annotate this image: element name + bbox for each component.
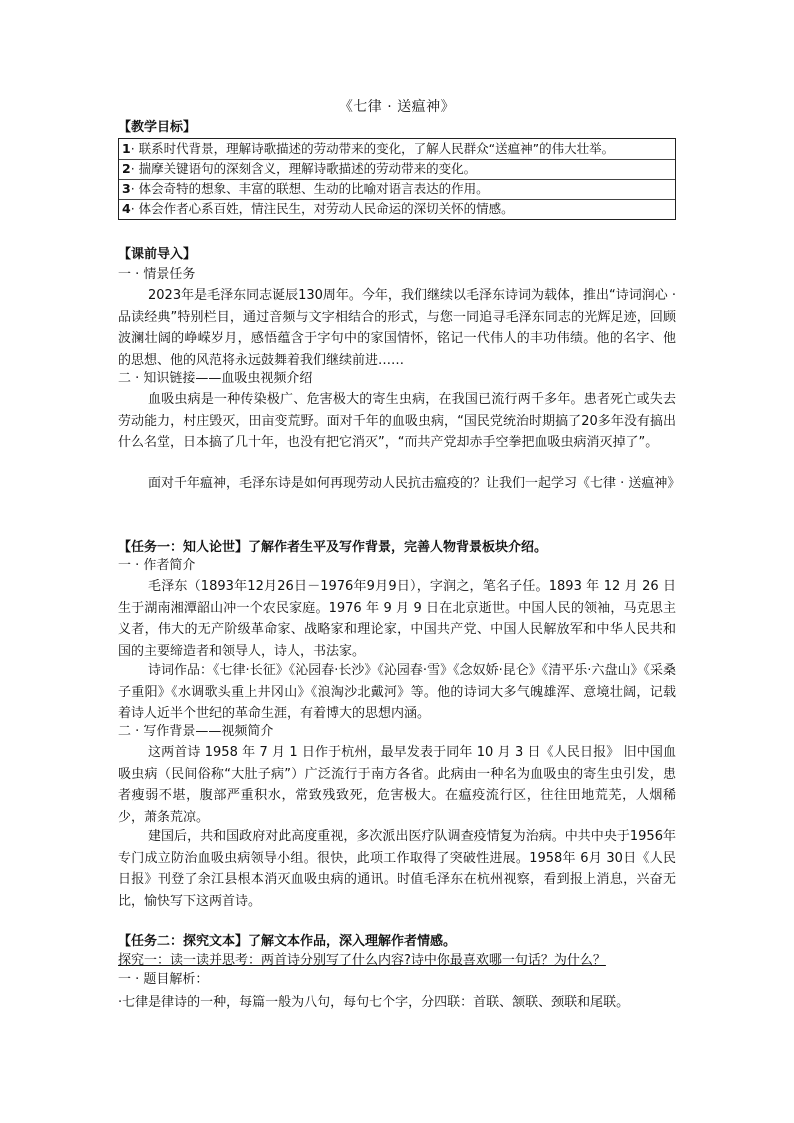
task2-explore-question: 探究一：读一读并思考：两首诗分别写了什么内容?诗中你最喜欢哪一句话？为什么？: [118, 953, 606, 968]
objective-item-4: 4· 体会作者心系百姓，情注民生，对劳动人民命运的深切关怀的情感。: [122, 201, 514, 216]
task2-heading: 【任务二：探究文本】了解文本作品，深入理解作者情感。: [118, 934, 457, 949]
task2-subheading-1: 一 · 题目解析：: [118, 972, 209, 987]
document-title: 《七律 · 送瘟神》: [338, 99, 456, 115]
task1-subheading-1: 一 · 作者简介: [118, 558, 196, 573]
objectives-heading: 【教学目标】: [118, 120, 197, 135]
intro-paragraph-1: 2023年是毛泽东同志诞辰130周年。今年，我们继续以毛泽东诗词为载体，推出“诗词润心 · 品读经典”特别栏目，通过音频与文字相结合的形式，与您一同追寻毛泽东同志的光辉足迹，回顾波澜壮阔的峥嵘岁月，感悟蕴含于字句中的家国情怀，铭记一代伟人的丰功伟绩。他的名字、他的思想、他的风范将永远鼓舞着我们继续前进……: [118, 288, 676, 368]
task1-subheading-2: 二 · 写作背景——视频简介: [118, 724, 274, 739]
task1-paragraph-2: 诗词作品：《七律·长征》《沁园春·长沙》《沁园春·雪》《念奴娇·昆仑》《清平乐·六盘山》《采桑子重阳》《水调歌头重上井冈山》《浪淘沙北戴河》等。他的诗词大多气魄雄浑、意境壮阔，记载着诗人近半个世纪的革命生涯，有着博大的思想内涵。: [118, 663, 676, 721]
task1-paragraph-3: 这两首诗 1958 年 7 月 1 日作于杭州，最早发表于同年 10 月 3 日《人民日报》 旧中国血吸虫病（民间俗称“大肚子病”）广泛流行于南方各省。此病由一种名为血吸虫的寄生虫引发，患者瘦弱不堪，腹部严重积水，常致残致死，危害极大。在瘟疫流行区，往往田地荒芜，人烟稀少，萧条荒凉。: [118, 745, 676, 825]
intro-heading: 【课前导入】: [118, 247, 197, 262]
objective-item-3: 3· 体会奇特的想象、丰富的联想、生动的比喻对语言表达的作用。: [122, 181, 489, 196]
intro-paragraph-2: 血吸虫病是一种传染极广、危害极大的寄生虫病，在我国已流行两千多年。患者死亡或失去劳动能力，村庄毁灭，田亩变荒野。面对千年的血吸虫病，“国民党统治时期搞了20多年没有搞出什么名堂，日本搞了几十年，也没有把它消灭”，“而共产党却赤手空拳把血吸虫病消灭掉了”。: [118, 392, 676, 450]
task1-paragraph-4: 建国后，共和国政府对此高度重视，多次派出医疗队调查疫情复为治病。中共中央于1956年专门成立防治血吸虫病领导小组。很快，此项工作取得了突破性进展。1958年 6月 30日《人民日报》刊登了余江县根本消灭血吸虫病的通讯。时值毛泽东在杭州视察，看到报上消息，兴奋无比，愉快写下这两首诗。: [118, 829, 676, 909]
objectives-box: [118, 138, 676, 220]
task1-paragraph-1: 毛泽东（1893年12月26日－1976年9月9日），字润之，笔名子任。1893 年 12 月 26 日生于湖南湘潭韶山冲一个农民家庭。1976 年 9 月 9 日在北京逝世。中国人民的领袖，马克思主义者，伟大的无产阶级革命家、战略家和理论家，中国共产党、中国人民解放军和中华人民共和国的主要缔造者和领导人，诗人，书法家。: [118, 579, 676, 659]
intro-paragraph-3: 面对千年瘟神，毛泽东诗是如何再现劳动人民抗击瘟疫的？让我们一起学习《七律 · 送瘟神》: [148, 476, 681, 491]
objective-item-2: 2· 揣摩关键语句的深刻含义，理解诗歌描述的劳动带来的变化。: [122, 161, 477, 176]
task1-heading: 【任务一：知人论世】了解作者生平及写作背景，完善人物背景板块介绍。: [118, 540, 548, 555]
intro-subheading-1: 一 · 情景任务: [118, 267, 196, 282]
intro-subheading-2: 二 · 知识链接——血吸虫视频介绍: [118, 371, 313, 386]
task2-line-1: ·七律是律诗的一种，每篇一般为八句，每句七个字，分四联：首联、颔联、颈联和尾联。: [118, 995, 630, 1010]
objective-item-1: 1· 联系时代背景，理解诗歌描述的劳动带来的变化，了解人民群众“送瘟神”的伟大壮举。: [122, 141, 615, 156]
